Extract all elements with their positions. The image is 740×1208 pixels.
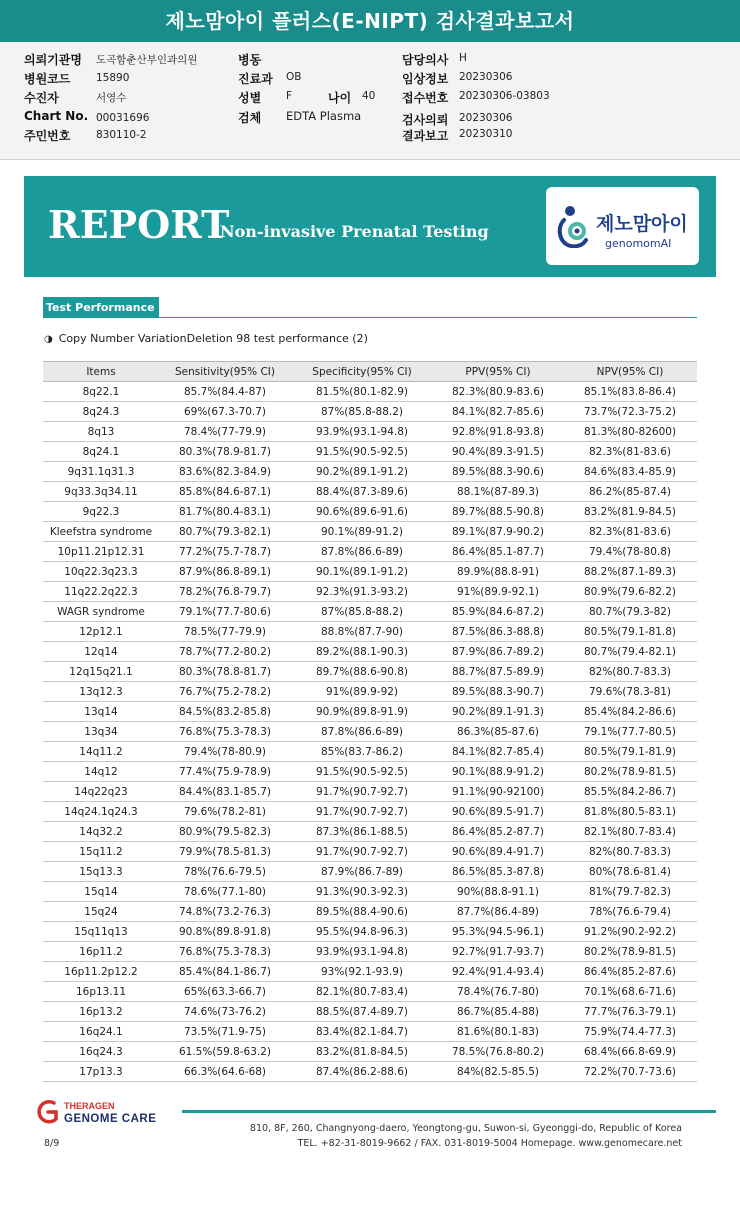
item-cell: 17p13.3 [43, 1062, 159, 1082]
npv-cell: 73.7%(72.3-75.2) [563, 402, 697, 422]
table-subtitle-text: Copy Number VariationDeletion 98 test performance (2) [58, 332, 368, 345]
npv-cell: 77.7%(76.3-79.1) [563, 1002, 697, 1022]
specificity-cell: 87%(85.8-88.2) [291, 602, 433, 622]
specificity-cell: 92.3%(91.3-93.2) [291, 582, 433, 602]
table-row [43, 622, 697, 642]
specificity-cell: 91.5%(90.5-92.5) [291, 442, 433, 462]
sensitivity-cell: 78.7%(77.2-80.2) [159, 642, 291, 662]
department-label: 진료과 [238, 72, 273, 86]
npv-cell: 80.7%(79.3-82) [563, 602, 697, 622]
ppv-cell: 88.7%(87.5-89.9) [433, 662, 563, 682]
ppv-cell: 88.1%(87-89.3) [433, 482, 563, 502]
age-label: 나이 [328, 91, 352, 105]
item-cell: 9q22.3 [43, 502, 159, 522]
npv-cell: 81.8%(80.5-83.1) [563, 802, 697, 822]
receipt-no-label: 접수번호 [402, 91, 449, 105]
specificity-cell: 88.8%(87.7-90) [291, 622, 433, 642]
item-cell: 9q31.1q31.3 [43, 462, 159, 482]
ppv-cell: 78.5%(76.8-80.2) [433, 1042, 563, 1062]
sensitivity-cell: 85.8%(84.6-87.1) [159, 482, 291, 502]
receipt-no-value: 20230306-03803 [459, 90, 550, 102]
ppv-cell: 92.8%(91.8-93.8) [433, 422, 563, 442]
sensitivity-cell: 79.4%(78-80.9) [159, 742, 291, 762]
npv-cell: 79.1%(77.7-80.5) [563, 722, 697, 742]
specificity-cell: 87.3%(86.1-88.5) [291, 822, 433, 842]
item-cell: 16p11.2p12.2 [43, 962, 159, 982]
page-number: 8/9 [44, 1138, 60, 1149]
patient-info-panel [0, 42, 740, 160]
footer-contact: TEL. +82-31-8019-9662 / FAX. 031-8019-5004 Homepage. www.genomecare.net [297, 1138, 682, 1149]
item-cell: 11q22.2q22.3 [43, 582, 159, 602]
item-cell: 15q24 [43, 902, 159, 922]
item-cell: 14q32.2 [43, 822, 159, 842]
footer-address: 810, 8F, 260, Changnyong-daero, Yeongtong-gu, Suwon-si, Gyeonggi-do, Republic of Korea [249, 1123, 682, 1134]
sensitivity-cell: 61.5%(59.8-63.2) [159, 1042, 291, 1062]
table-row [43, 582, 697, 602]
column-header-sensitivity: Sensitivity(95% CI) [159, 362, 291, 382]
ward-label: 병동 [238, 53, 262, 67]
ppv-cell: 84.1%(82.7-85.6) [433, 402, 563, 422]
sensitivity-cell: 65%(63.3-66.7) [159, 982, 291, 1002]
sex-label: 성별 [238, 91, 262, 105]
sex-value: F [286, 90, 293, 102]
npv-cell: 70.1%(68.6-71.6) [563, 982, 697, 1002]
sensitivity-cell: 83.6%(82.3-84.9) [159, 462, 291, 482]
specificity-cell: 91.7%(90.7-92.7) [291, 842, 433, 862]
table-row [43, 922, 697, 942]
sensitivity-cell: 76.8%(75.3-78.3) [159, 722, 291, 742]
ppv-cell: 81.6%(80.1-83) [433, 1022, 563, 1042]
table-row [43, 882, 697, 902]
ppv-cell: 92.4%(91.4-93.4) [433, 962, 563, 982]
column-header-items: Items [43, 362, 159, 382]
age-value: 40 [362, 90, 376, 102]
table-row [43, 522, 697, 542]
ppv-cell: 89.5%(88.3-90.7) [433, 682, 563, 702]
npv-cell: 79.4%(78-80.8) [563, 542, 697, 562]
npv-cell: 82.1%(80.7-83.4) [563, 822, 697, 842]
sensitivity-cell: 80.9%(79.5-82.3) [159, 822, 291, 842]
ppv-cell: 86.3%(85-87.6) [433, 722, 563, 742]
item-cell: 14q24.1q24.3 [43, 802, 159, 822]
item-cell: WAGR syndrome [43, 602, 159, 622]
item-cell: 14q12 [43, 762, 159, 782]
table-row [43, 662, 697, 682]
sensitivity-cell: 79.6%(78.2-81) [159, 802, 291, 822]
table-row [43, 802, 697, 822]
sensitivity-cell: 81.7%(80.4-83.1) [159, 502, 291, 522]
report-title: REPORT [48, 202, 230, 247]
sensitivity-cell: 87.9%(86.8-89.1) [159, 562, 291, 582]
table-row [43, 1042, 697, 1062]
specificity-cell: 93.9%(93.1-94.8) [291, 942, 433, 962]
table-row [43, 682, 697, 702]
sensitivity-cell: 90.8%(89.8-91.8) [159, 922, 291, 942]
specificity-cell: 91.7%(90.7-92.7) [291, 782, 433, 802]
sensitivity-cell: 78.5%(77-79.9) [159, 622, 291, 642]
ppv-cell: 90.1%(88.9-91.2) [433, 762, 563, 782]
specificity-cell: 87.8%(86.6-89) [291, 722, 433, 742]
sensitivity-cell: 84.4%(83.1-85.7) [159, 782, 291, 802]
table-body [43, 382, 697, 1082]
table-row [43, 942, 697, 962]
ppv-cell: 87.5%(86.3-88.8) [433, 622, 563, 642]
item-cell: 8q22.1 [43, 382, 159, 402]
npv-cell: 84.6%(83.4-85.9) [563, 462, 697, 482]
specificity-cell: 93.9%(93.1-94.8) [291, 422, 433, 442]
item-cell: 12p12.1 [43, 622, 159, 642]
table-row [43, 642, 697, 662]
institution-value: 도곡함춘산부인과의원 [96, 54, 198, 66]
ppv-cell: 85.9%(84.6-87.2) [433, 602, 563, 622]
hospital-code-label: 병원코드 [24, 72, 71, 86]
table-row [43, 1062, 697, 1082]
npv-cell: 80.2%(78.9-81.5) [563, 942, 697, 962]
npv-cell: 75.9%(74.4-77.3) [563, 1022, 697, 1042]
logo-korean-text: 제노맘아이 [596, 213, 688, 235]
npv-cell: 82%(80.7-83.3) [563, 662, 697, 682]
ppv-cell: 95.3%(94.5-96.1) [433, 922, 563, 942]
table-row [43, 502, 697, 522]
report-header-title: 제노맘아이 플러스(E-NIPT) 검사결과보고서 [0, 0, 740, 42]
ppv-cell: 86.5%(85.3-87.8) [433, 862, 563, 882]
clinical-info-label: 임상정보 [402, 72, 449, 86]
resident-no-value: 830110-2 [96, 129, 147, 141]
npv-cell: 82.3%(81-83.6) [563, 442, 697, 462]
ppv-cell: 89.9%(88.8-91) [433, 562, 563, 582]
doctor-value: H [459, 52, 467, 64]
sensitivity-cell: 78%(76.6-79.5) [159, 862, 291, 882]
specificity-cell: 89.7%(88.6-90.8) [291, 662, 433, 682]
chart-no-value: 00031696 [96, 112, 150, 124]
logo-english-text: genomomAI [605, 237, 672, 250]
report-date-label: 결과보고 [402, 129, 449, 143]
table-row [43, 602, 697, 622]
sensitivity-cell: 74.6%(73-76.2) [159, 1002, 291, 1022]
sensitivity-cell: 80.3%(78.8-81.7) [159, 662, 291, 682]
ppv-cell: 92.7%(91.7-93.7) [433, 942, 563, 962]
sensitivity-cell: 69%(67.3-70.7) [159, 402, 291, 422]
npv-cell: 82.3%(81-83.6) [563, 522, 697, 542]
sensitivity-cell: 78.2%(76.8-79.7) [159, 582, 291, 602]
sensitivity-cell: 78.6%(77.1-80) [159, 882, 291, 902]
recipient-label: 수진자 [24, 91, 59, 105]
half-circle-bullet-icon: ◑ [44, 334, 53, 345]
theragen-genome-care-logo [34, 1097, 174, 1127]
sensitivity-cell: 73.5%(71.9-75) [159, 1022, 291, 1042]
column-header-npv: NPV(95% CI) [563, 362, 697, 382]
table-row [43, 842, 697, 862]
npv-cell: 79.6%(78.3-81) [563, 682, 697, 702]
specificity-cell: 93%(92.1-93.9) [291, 962, 433, 982]
sensitivity-cell: 85.4%(84.1-86.7) [159, 962, 291, 982]
footer-company-top: THERAGEN [64, 1101, 115, 1111]
npv-cell: 82%(80.7-83.3) [563, 842, 697, 862]
specificity-cell: 87.8%(86.6-89) [291, 542, 433, 562]
item-cell: 15q11q13 [43, 922, 159, 942]
item-cell: 10p11.21p12.31 [43, 542, 159, 562]
npv-cell: 86.4%(85.2-87.6) [563, 962, 697, 982]
specificity-cell: 87%(85.8-88.2) [291, 402, 433, 422]
item-cell: 15q11.2 [43, 842, 159, 862]
ppv-cell: 86.4%(85.1-87.7) [433, 542, 563, 562]
table-row [43, 422, 697, 442]
report-banner [24, 176, 716, 277]
sensitivity-cell: 85.7%(84.4-87) [159, 382, 291, 402]
ppv-cell: 90.4%(89.3-91.5) [433, 442, 563, 462]
sensitivity-cell: 76.8%(75.3-78.3) [159, 942, 291, 962]
item-cell: 15q13.3 [43, 862, 159, 882]
specificity-cell: 90.1%(89-91.2) [291, 522, 433, 542]
table-row [43, 822, 697, 842]
specificity-cell: 91.5%(90.5-92.5) [291, 762, 433, 782]
specificity-cell: 87.4%(86.2-88.6) [291, 1062, 433, 1082]
footer-divider [182, 1110, 716, 1113]
ppv-cell: 89.1%(87.9-90.2) [433, 522, 563, 542]
performance-table [43, 361, 697, 1082]
table-row [43, 762, 697, 782]
npv-cell: 81.3%(80-82600) [563, 422, 697, 442]
table-row [43, 1002, 697, 1022]
npv-cell: 85.5%(84.2-86.7) [563, 782, 697, 802]
report-date-value: 20230310 [459, 128, 513, 140]
table-row [43, 542, 697, 562]
specificity-cell: 88.4%(87.3-89.6) [291, 482, 433, 502]
ppv-cell: 90.6%(89.4-91.7) [433, 842, 563, 862]
table-row [43, 902, 697, 922]
npv-cell: 80.7%(79.4-82.1) [563, 642, 697, 662]
npv-cell: 81%(79.7-82.3) [563, 882, 697, 902]
table-row [43, 962, 697, 982]
section-tab-test-performance: Test Performance [43, 297, 159, 318]
table-row [43, 862, 697, 882]
ppv-cell: 82.3%(80.9-83.6) [433, 382, 563, 402]
npv-cell: 85.4%(84.2-86.6) [563, 702, 697, 722]
item-cell: 12q15q21.1 [43, 662, 159, 682]
npv-cell: 80.9%(79.6-82.2) [563, 582, 697, 602]
request-date-value: 20230306 [459, 112, 513, 124]
item-cell: 16q24.1 [43, 1022, 159, 1042]
npv-cell: 78%(76.6-79.4) [563, 902, 697, 922]
report-subtitle: Non-invasive Prenatal Testing [220, 222, 489, 241]
table-row [43, 382, 697, 402]
genomom-logo [546, 187, 699, 265]
column-header-specificity: Specificity(95% CI) [291, 362, 433, 382]
table-row [43, 462, 697, 482]
table-row [43, 782, 697, 802]
ppv-cell: 91%(89.9-92.1) [433, 582, 563, 602]
ppv-cell: 90.2%(89.1-91.3) [433, 702, 563, 722]
table-row [43, 1022, 697, 1042]
specificity-cell: 90.9%(89.8-91.9) [291, 702, 433, 722]
specimen-value: EDTA Plasma [286, 109, 362, 123]
npv-cell: 80.5%(79.1-81.9) [563, 742, 697, 762]
ppv-cell: 89.7%(88.5-90.8) [433, 502, 563, 522]
specificity-cell: 95.5%(94.8-96.3) [291, 922, 433, 942]
specificity-cell: 85%(83.7-86.2) [291, 742, 433, 762]
item-cell: 9q33.3q34.11 [43, 482, 159, 502]
section-divider [43, 317, 697, 318]
sensitivity-cell: 79.1%(77.7-80.6) [159, 602, 291, 622]
table-header-row [43, 362, 697, 382]
item-cell: 16q24.3 [43, 1042, 159, 1062]
specificity-cell: 81.5%(80.1-82.9) [291, 382, 433, 402]
table-row [43, 442, 697, 462]
department-value: OB [286, 71, 302, 83]
specificity-cell: 88.5%(87.4-89.7) [291, 1002, 433, 1022]
ppv-cell: 87.9%(86.7-89.2) [433, 642, 563, 662]
ppv-cell: 86.4%(85.2-87.7) [433, 822, 563, 842]
item-cell: 12q14 [43, 642, 159, 662]
npv-cell: 85.1%(83.8-86.4) [563, 382, 697, 402]
ppv-cell: 90%(88.8-91.1) [433, 882, 563, 902]
item-cell: 16p11.2 [43, 942, 159, 962]
ppv-cell: 91.1%(90-92100) [433, 782, 563, 802]
table-row [43, 702, 697, 722]
specificity-cell: 89.2%(88.1-90.3) [291, 642, 433, 662]
item-cell: 13q12.3 [43, 682, 159, 702]
chart-no-label: Chart No. [24, 109, 89, 123]
specificity-cell: 82.1%(80.7-83.4) [291, 982, 433, 1002]
sensitivity-cell: 66.3%(64.6-68) [159, 1062, 291, 1082]
item-cell: 8q24.1 [43, 442, 159, 462]
table-subtitle [44, 332, 368, 345]
sensitivity-cell: 76.7%(75.2-78.2) [159, 682, 291, 702]
specimen-label: 검체 [238, 111, 262, 125]
ppv-cell: 84.1%(82.7-85.4) [433, 742, 563, 762]
npv-cell: 72.2%(70.7-73.6) [563, 1062, 697, 1082]
npv-cell: 91.2%(90.2-92.2) [563, 922, 697, 942]
npv-cell: 80.2%(78.9-81.5) [563, 762, 697, 782]
hospital-code-value: 15890 [96, 72, 130, 84]
specificity-cell: 87.9%(86.7-89) [291, 862, 433, 882]
table-row [43, 402, 697, 422]
npv-cell: 80%(78.6-81.4) [563, 862, 697, 882]
sensitivity-cell: 79.9%(78.5-81.3) [159, 842, 291, 862]
sensitivity-cell: 80.3%(78.9-81.7) [159, 442, 291, 462]
specificity-cell: 91%(89.9-92) [291, 682, 433, 702]
item-cell: 15q14 [43, 882, 159, 902]
specificity-cell: 83.4%(82.1-84.7) [291, 1022, 433, 1042]
clinical-info-value: 20230306 [459, 71, 513, 83]
resident-no-label: 주민번호 [24, 129, 71, 143]
specificity-cell: 89.5%(88.4-90.6) [291, 902, 433, 922]
item-cell: 14q11.2 [43, 742, 159, 762]
column-header-ppv: PPV(95% CI) [433, 362, 563, 382]
item-cell: 13q34 [43, 722, 159, 742]
item-cell: 8q13 [43, 422, 159, 442]
institution-label: 의뢰기관명 [24, 53, 82, 67]
sensitivity-cell: 78.4%(77-79.9) [159, 422, 291, 442]
sensitivity-cell: 80.7%(79.3-82.1) [159, 522, 291, 542]
item-cell: 16p13.2 [43, 1002, 159, 1022]
table-row [43, 742, 697, 762]
npv-cell: 68.4%(66.8-69.9) [563, 1042, 697, 1062]
ppv-cell: 89.5%(88.3-90.6) [433, 462, 563, 482]
npv-cell: 86.2%(85-87.4) [563, 482, 697, 502]
doctor-label: 담당의사 [402, 53, 449, 67]
specificity-cell: 83.2%(81.8-84.5) [291, 1042, 433, 1062]
specificity-cell: 90.2%(89.1-91.2) [291, 462, 433, 482]
specificity-cell: 90.6%(89.6-91.6) [291, 502, 433, 522]
specificity-cell: 91.3%(90.3-92.3) [291, 882, 433, 902]
npv-cell: 88.2%(87.1-89.3) [563, 562, 697, 582]
recipient-value: 서영수 [96, 92, 127, 104]
item-cell: 8q24.3 [43, 402, 159, 422]
table-row [43, 722, 697, 742]
sensitivity-cell: 74.8%(73.2-76.3) [159, 902, 291, 922]
specificity-cell: 90.1%(89.1-91.2) [291, 562, 433, 582]
specificity-cell: 91.7%(90.7-92.7) [291, 802, 433, 822]
table-row [43, 982, 697, 1002]
item-cell: 10q22.3q23.3 [43, 562, 159, 582]
item-cell: 14q22q23 [43, 782, 159, 802]
ppv-cell: 84%(82.5-85.5) [433, 1062, 563, 1082]
ppv-cell: 86.7%(85.4-88) [433, 1002, 563, 1022]
table-row [43, 562, 697, 582]
table-row [43, 482, 697, 502]
sensitivity-cell: 84.5%(83.2-85.8) [159, 702, 291, 722]
item-cell: Kleefstra syndrome [43, 522, 159, 542]
ppv-cell: 90.6%(89.5-91.7) [433, 802, 563, 822]
mother-baby-icon [556, 204, 594, 248]
item-cell: 16p13.11 [43, 982, 159, 1002]
npv-cell: 83.2%(81.9-84.5) [563, 502, 697, 522]
request-date-label: 검사의뢰 [402, 113, 449, 127]
sensitivity-cell: 77.2%(75.7-78.7) [159, 542, 291, 562]
footer-company-bottom: GENOME CARE [64, 1113, 157, 1125]
npv-cell: 80.5%(79.1-81.8) [563, 622, 697, 642]
sensitivity-cell: 77.4%(75.9-78.9) [159, 762, 291, 782]
ppv-cell: 78.4%(76.7-80) [433, 982, 563, 1002]
item-cell: 13q14 [43, 702, 159, 722]
ppv-cell: 87.7%(86.4-89) [433, 902, 563, 922]
